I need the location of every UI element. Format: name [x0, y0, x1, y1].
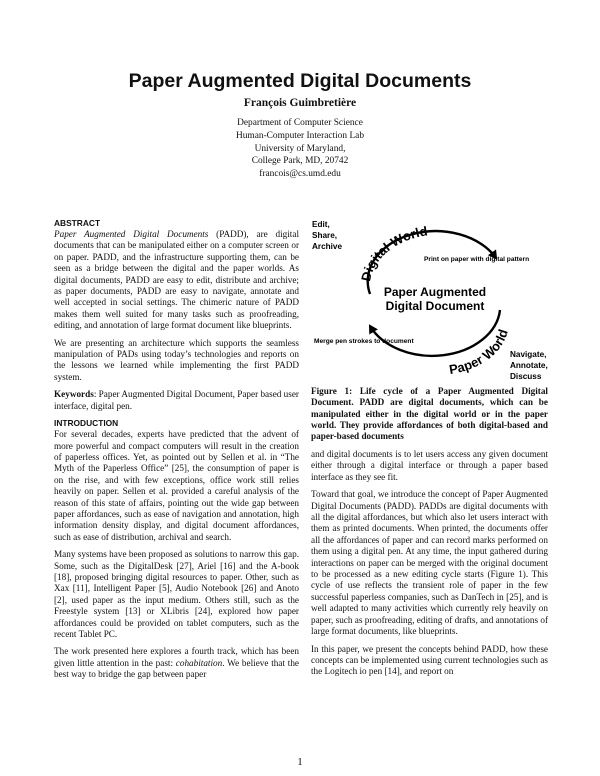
label-annotate: Annotate, [510, 361, 548, 370]
affiliation-line: Department of Computer Science [237, 118, 363, 128]
arc-label-digital-world [358, 223, 429, 282]
author-name: François Guimbretière [243, 97, 357, 109]
introduction-heading: INTRODUCTION [54, 418, 119, 429]
keywords [54, 389, 299, 412]
right-column [311, 449, 548, 684]
abstract-paragraph: We are presenting an architecture which supports the seamless manipulation of PADs using today’s technologies and reports on the lessons we learned while implementing the first PADD system. [54, 337, 299, 382]
body-paragraph: Toward that goal, we introduce the concept of Paper Augmented Digital Documents (PADD). PADDs are digital documents with all the digital affordances, but which also let users interact with them as printed documents. When printed, the documents offer all the affordances of paper and can record marks performed on them using a digital pen. At any time, the input gathered during interactions on paper can be merged with the original document to be processed as a new editing cycle starts (Figure 1). This cycle of use reflects the transient role of paper in the few successful paperless companies, such as DanTech in [25], and is well adapted to many activities which currently rely heavily on paper, such as proofreading, editing of drafts, and annotations of large format documents, like blueprints. [311, 489, 548, 637]
merge-arrow-label: Merge pen strokes to document [314, 338, 414, 345]
paper-title: Paper Augmented Digital Documents [128, 70, 472, 92]
center-label-line2: Digital Document [385, 299, 485, 313]
lifecycle-figure [308, 212, 553, 382]
label-share: Share, [312, 231, 338, 240]
arc-text-digital-world: Digital World [358, 223, 429, 283]
intro-paragraph: For several decades, experts have predicted that the advent of more powerful and compact computers will result in the creation of paperless offices. Yet, as pointed out by Sellen et al. in “The Myth of the Paperless Office” [25], the consumption of paper is on the rise, and with few exceptions, office work still relies heavily on paper. Sellen et al. provided a careful analysis of the reason of this state of affairs, pointing out the wide gap between paper affordances, such as ease of navigation and annotation, high information density display, and digital document affordances, such as ease of distribution, archival and search. [54, 429, 299, 542]
intro-paragraph [54, 646, 299, 680]
abstract-heading: ABSTRACT [54, 218, 101, 228]
affiliation-line: University of Maryland, [254, 143, 346, 154]
keywords-text: : Paper Augmented Digital Document, Paper based user interface, digital pen. [54, 389, 299, 411]
intro-text: . We believe that the best way to bridge the gap between paper [54, 657, 300, 680]
arc-text-paper-world: Paper World [447, 327, 511, 378]
abstract-paragraph [54, 229, 299, 332]
page-number: 1 [297, 756, 303, 768]
body-paragraph: and digital documents is to let users access any given document either through a digital interface or through a paper based interface as they see fit. [311, 449, 548, 482]
label-discuss: Discuss [510, 372, 542, 381]
author-affiliation [0, 117, 600, 181]
print-arrow-label: Print on paper with digital pattern [424, 256, 530, 263]
label-edit: Edit, [312, 220, 330, 229]
abstract-term: Paper Augmented Digital Documents [54, 229, 209, 239]
figure-caption: Figure 1: Life cycle of a Paper Augmented Digital Document. PADD are digital documents, which can be manipulated either in the digital world or in the paper world. They provide affordances of both digital-based and paper-based documents [311, 386, 548, 442]
label-navigate: Navigate, [510, 350, 547, 359]
intro-text: The work presented here explores a fourth track, which has been given little attention in the past: [54, 646, 299, 668]
intro-paragraph: Many systems have been proposed as solutions to narrow this gap. Some, such as the DigitalDesk [27], Ariel [16] and the A-book [18], proposed bringing digital resources to paper. Other, such as Xax [11], Intelligent Paper [5], Audio Notebook [26] and Anoto [2], used paper as the input medium. Others still, such as the Freestyle system [13] or XLibris [24], explored how paper affordances could be provided on tablet computers, such as the recent Tablet PC. [54, 549, 299, 639]
label-archive: Archive [312, 242, 343, 251]
center-label-line1: Paper Augmented [383, 285, 487, 299]
left-column [54, 218, 299, 687]
author-email: francois@cs.umd.edu [259, 169, 341, 180]
intro-term: cohabitation [175, 657, 223, 668]
body-paragraph: In this paper, we present the concepts behind PADD, how these concepts can be implemented using current technologies such as the Logitech io pen [14], and report on [311, 643, 548, 677]
affiliation-line: Human-Computer Interaction Lab [235, 130, 365, 141]
cycle-arrow-bottom [370, 310, 500, 356]
keywords-label: Keywords [54, 389, 94, 400]
abstract-text: (PADD), are digital documents that can be manipulated either on a computer screen or on paper. PADD, and the infrastructure supporting them, can be seen as a bridge between the digital and the paper worlds. As digital documents, PADD are easy to edit, distribute and archive; as paper documents, PADD are easy to navigate, annotate and well accepted in social settings. The chimeric nature of PADD makes them well suited for many tasks such as proofreading, editing, and annotation of large format document like blueprints. [54, 229, 299, 331]
affiliation-line: College Park, MD, 20742 [251, 156, 349, 167]
